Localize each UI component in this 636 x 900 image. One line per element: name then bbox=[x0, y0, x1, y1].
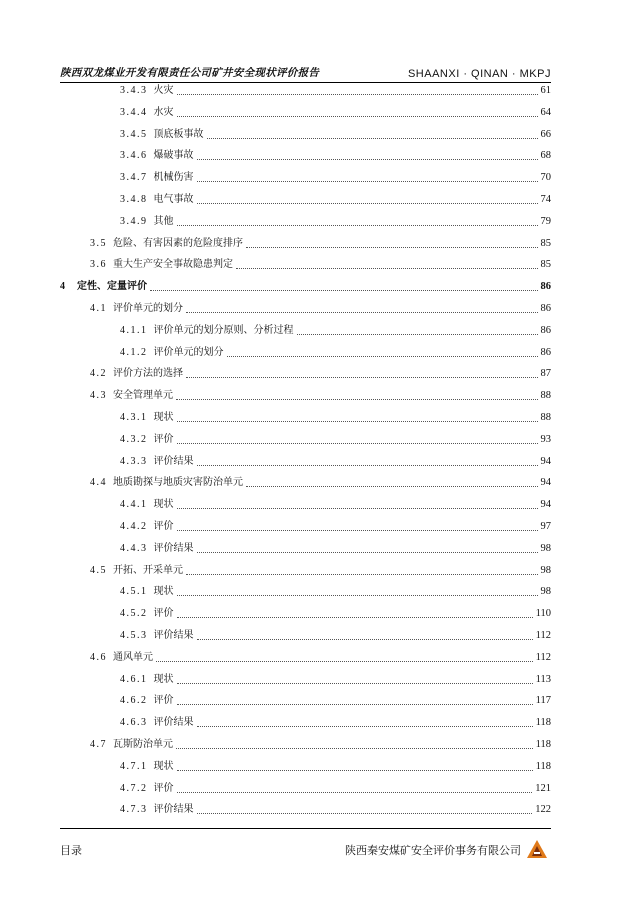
header-project-code: SHAANXI · QINAN · MKPJ bbox=[407, 68, 551, 80]
toc-entry-title: 现状 bbox=[153, 412, 174, 423]
toc-entry[interactable] bbox=[60, 627, 551, 643]
toc-entry-number: 4.3.1 bbox=[120, 412, 148, 423]
toc-entry-title: 现状 bbox=[153, 673, 174, 685]
toc-dot-leader bbox=[246, 247, 538, 248]
toc-entry-title: 水灾 bbox=[153, 106, 174, 118]
toc-entry-label bbox=[120, 84, 174, 98]
toc-dot-leader bbox=[177, 225, 538, 226]
toc-entry-label bbox=[120, 128, 204, 142]
toc-entry-title: 现状 bbox=[153, 586, 174, 598]
toc-entry-page: 117 bbox=[535, 695, 551, 707]
toc-entry-page: 121 bbox=[535, 782, 551, 794]
toc-entry-label bbox=[120, 716, 194, 730]
toc-entry-page: 97 bbox=[540, 521, 551, 532]
toc-entry-title: 现状 bbox=[153, 760, 174, 772]
toc-dot-leader bbox=[297, 334, 538, 335]
toc-entry[interactable] bbox=[60, 365, 551, 381]
toc-entry-number: 4.5 bbox=[90, 564, 107, 576]
toc-dot-leader bbox=[177, 530, 538, 531]
toc-entry-page: 88 bbox=[540, 390, 551, 402]
toc-entry-page: 118 bbox=[535, 717, 551, 729]
toc-entry-number: 4 bbox=[60, 281, 65, 293]
toc-dot-leader bbox=[186, 377, 538, 378]
toc-entry-page: 66 bbox=[540, 128, 551, 140]
toc-entry-number: 4.2 bbox=[90, 368, 107, 380]
toc-entry-label bbox=[120, 607, 174, 621]
footer-company-name: 陕西秦安煤矿安全评价事务有限公司 bbox=[345, 844, 521, 857]
toc-entry-title: 评价结果 bbox=[153, 804, 194, 816]
toc-entry[interactable] bbox=[60, 169, 551, 185]
toc-entry-title: 评价 bbox=[153, 782, 174, 794]
toc-entry-page: 88 bbox=[540, 412, 551, 423]
toc-entry[interactable] bbox=[60, 213, 551, 229]
toc-dot-leader bbox=[197, 552, 538, 553]
toc-entry[interactable] bbox=[60, 126, 551, 142]
company-logo-icon bbox=[526, 838, 548, 860]
toc-entry-number: 3.4.4 bbox=[120, 106, 148, 118]
toc-entry-label bbox=[120, 585, 174, 599]
toc-entry-title: 重大生产安全事故隐患判定 bbox=[113, 259, 233, 271]
toc-entry-number: 4.6.3 bbox=[120, 717, 148, 729]
toc-entry[interactable] bbox=[60, 409, 551, 425]
toc-dot-leader bbox=[176, 748, 533, 749]
toc-entry-title: 定性、定量评价 bbox=[77, 281, 147, 293]
toc-entry-page: 86 bbox=[540, 303, 551, 314]
toc-entry-title: 地质勘探与地质灾害防治单元 bbox=[113, 477, 243, 489]
toc-entry-number: 4.3.2 bbox=[120, 433, 148, 445]
toc-entry-page: 113 bbox=[535, 673, 551, 685]
toc-entry-label bbox=[120, 455, 194, 469]
toc-dot-leader bbox=[197, 639, 533, 640]
toc-entry-label bbox=[60, 280, 147, 294]
toc-entry-number: 4.5.3 bbox=[120, 630, 148, 641]
toc-entry-page: 85 bbox=[540, 259, 551, 271]
toc-dot-leader bbox=[177, 617, 533, 618]
toc-entry-number: 3.4.6 bbox=[120, 150, 148, 162]
toc-entry-number: 4.1 bbox=[90, 303, 107, 314]
toc-dot-leader bbox=[246, 486, 538, 487]
toc-entry[interactable] bbox=[60, 736, 551, 752]
toc-entry-number: 4.4.3 bbox=[120, 542, 148, 554]
toc-entry-title: 危险、有害因素的危险度排序 bbox=[113, 237, 243, 249]
toc-entry-title: 安全管理单元 bbox=[113, 390, 173, 402]
toc-dot-leader bbox=[177, 770, 533, 771]
toc-entry-number: 4.7 bbox=[90, 739, 107, 750]
toc-entry-label bbox=[120, 215, 174, 229]
toc-entry-label bbox=[90, 476, 243, 490]
toc-entry-title: 爆破事故 bbox=[153, 150, 194, 162]
toc-entry-page: 93 bbox=[540, 433, 551, 445]
toc-entry-page: 98 bbox=[540, 586, 551, 598]
toc-entry-page: 64 bbox=[540, 106, 551, 118]
toc-entry-number: 4.7.1 bbox=[120, 760, 148, 772]
toc-entry[interactable] bbox=[60, 278, 551, 294]
toc-entry[interactable] bbox=[60, 104, 551, 120]
toc-entry-title: 评价结果 bbox=[153, 455, 194, 467]
toc-entry-label bbox=[120, 673, 174, 687]
toc-entry-number: 4.7.3 bbox=[120, 804, 148, 816]
toc-entry[interactable] bbox=[60, 387, 551, 403]
toc-entry[interactable] bbox=[60, 801, 551, 817]
toc-dot-leader bbox=[207, 138, 538, 139]
toc-dot-leader bbox=[197, 726, 533, 727]
toc-entry-label bbox=[120, 498, 174, 512]
toc-entry-number: 4.1.2 bbox=[120, 346, 148, 358]
toc-dot-leader bbox=[197, 813, 533, 814]
toc-entry-number: 4.5.2 bbox=[120, 608, 148, 620]
toc-entry-number: 4.4 bbox=[90, 477, 107, 489]
toc-entry-label bbox=[90, 237, 243, 251]
toc-entry-number: 3.4.7 bbox=[120, 172, 148, 184]
toc-entry-page: 79 bbox=[540, 215, 551, 227]
toc-dot-leader bbox=[177, 116, 538, 117]
toc-entry-label bbox=[90, 367, 183, 381]
toc-entry-page: 87 bbox=[540, 368, 551, 380]
toc-entry-label bbox=[120, 171, 194, 185]
toc-dot-leader bbox=[186, 312, 538, 313]
toc-entry-page: 86 bbox=[540, 324, 551, 336]
toc-entry-number: 4.3.3 bbox=[120, 455, 148, 467]
toc-dot-leader bbox=[197, 181, 538, 182]
toc-entry-title: 评价 bbox=[153, 695, 174, 707]
toc-entry-title: 电气事故 bbox=[153, 194, 194, 205]
toc-entry[interactable] bbox=[60, 692, 551, 708]
toc-entry-page: 85 bbox=[540, 237, 551, 249]
toc-dot-leader bbox=[236, 268, 538, 269]
toc-entry-number: 4.4.2 bbox=[120, 521, 148, 532]
toc-entry-title: 评价方法的选择 bbox=[113, 368, 183, 380]
page-header bbox=[60, 60, 551, 83]
toc-entry-page: 86 bbox=[540, 281, 551, 293]
toc-entry-page: 94 bbox=[540, 499, 551, 511]
toc-entry-number: 4.4.1 bbox=[120, 499, 148, 511]
toc-dot-leader bbox=[177, 704, 533, 705]
toc-entry-number: 3.4.3 bbox=[120, 85, 148, 96]
toc-entry-label bbox=[90, 389, 173, 403]
toc-entry-label bbox=[120, 520, 174, 534]
toc-entry-number: 4.6.1 bbox=[120, 673, 148, 685]
toc-dot-leader bbox=[177, 94, 538, 95]
toc-entry-label bbox=[120, 760, 174, 774]
toc-entry-label bbox=[120, 803, 194, 817]
header-company-title: 陕西双龙煤业开发有限责任公司矿井安全现状评价报告 bbox=[60, 67, 320, 79]
toc-dot-leader bbox=[177, 508, 538, 509]
toc-entry-page: 112 bbox=[535, 651, 551, 663]
toc-entry-label bbox=[120, 106, 174, 120]
page-footer bbox=[60, 840, 551, 860]
toc-dot-leader bbox=[197, 159, 538, 160]
toc-entry-title: 现状 bbox=[153, 499, 174, 511]
footer-section-label: 目录 bbox=[60, 844, 82, 857]
toc-entry-title: 评价单元的划分 bbox=[153, 346, 224, 358]
toc-dot-leader bbox=[177, 421, 538, 422]
toc-entry-label bbox=[90, 738, 173, 752]
toc-entry-title: 评价 bbox=[153, 608, 174, 620]
toc-entry-number: 3.4.5 bbox=[120, 128, 148, 140]
toc-entry[interactable] bbox=[60, 147, 551, 163]
toc-entry-page: 118 bbox=[535, 739, 551, 750]
toc-entry[interactable] bbox=[60, 583, 551, 599]
toc-entry-page: 98 bbox=[540, 564, 551, 576]
toc-entry[interactable] bbox=[60, 431, 551, 447]
toc-entry-label bbox=[120, 193, 194, 207]
toc-entry[interactable] bbox=[60, 649, 551, 665]
toc-entry-page: 118 bbox=[535, 760, 551, 772]
toc-entry-label bbox=[90, 564, 183, 578]
toc-entry[interactable] bbox=[60, 714, 551, 730]
toc-entry[interactable] bbox=[60, 191, 551, 207]
toc-entry-label bbox=[120, 629, 194, 643]
toc-entry[interactable] bbox=[60, 758, 551, 774]
toc-entry[interactable] bbox=[60, 671, 551, 687]
toc-entry[interactable] bbox=[60, 496, 551, 512]
toc-dot-leader bbox=[177, 595, 538, 596]
toc-dot-leader bbox=[186, 574, 538, 575]
toc-dot-leader bbox=[197, 203, 538, 204]
toc-entry-page: 122 bbox=[535, 804, 551, 816]
toc-entry-title: 评价结果 bbox=[153, 542, 194, 554]
toc-entry-number: 4.7.2 bbox=[120, 782, 148, 794]
toc-entry-page: 94 bbox=[540, 455, 551, 467]
toc-entry-title: 通风单元 bbox=[113, 651, 153, 663]
toc-dot-leader bbox=[227, 356, 538, 357]
toc-entry-label bbox=[120, 433, 174, 447]
toc-dot-leader bbox=[177, 683, 533, 684]
toc-entry-title: 火灾 bbox=[153, 85, 174, 96]
toc-entry[interactable] bbox=[60, 300, 551, 316]
toc-entry-title: 其他 bbox=[153, 215, 174, 227]
toc-entry-page: 112 bbox=[535, 630, 551, 641]
toc-entry-title: 机械伤害 bbox=[153, 172, 194, 184]
toc-dot-leader bbox=[156, 661, 533, 662]
toc-entry-title: 评价单元的划分 bbox=[113, 303, 183, 314]
toc-entry-label bbox=[120, 782, 174, 796]
footer-divider bbox=[60, 828, 551, 829]
toc-entry-page: 74 bbox=[540, 194, 551, 205]
toc-entry-number: 4.3 bbox=[90, 390, 107, 402]
toc-entry[interactable] bbox=[60, 82, 551, 98]
toc-entry-title: 评价结果 bbox=[153, 630, 194, 641]
toc-entry[interactable] bbox=[60, 344, 551, 360]
toc-entry-title: 评价 bbox=[153, 521, 174, 532]
toc-entry-number: 3.6 bbox=[90, 259, 107, 271]
toc-entry-title: 评价结果 bbox=[153, 717, 194, 729]
toc-entry-page: 61 bbox=[540, 85, 551, 96]
toc-entry-label bbox=[120, 324, 294, 338]
toc-entry-page: 70 bbox=[540, 172, 551, 184]
toc-entry-label bbox=[120, 694, 174, 708]
toc-entry[interactable] bbox=[60, 780, 551, 796]
toc-dot-leader bbox=[150, 290, 538, 291]
toc-entry-label bbox=[90, 258, 233, 272]
toc-entry[interactable] bbox=[60, 540, 551, 556]
toc-dot-leader bbox=[197, 465, 538, 466]
toc-entry-title: 顶底板事故 bbox=[153, 128, 204, 140]
toc-entry-page: 68 bbox=[540, 150, 551, 162]
toc-entry-title: 开拓、开采单元 bbox=[113, 564, 183, 576]
toc-entry-label bbox=[90, 302, 183, 316]
toc-entry-label bbox=[120, 411, 174, 425]
toc-entry[interactable] bbox=[60, 235, 551, 251]
toc-entry-label bbox=[120, 542, 194, 556]
toc-entry-page: 86 bbox=[540, 346, 551, 358]
toc-entry-number: 4.1.1 bbox=[120, 324, 148, 336]
toc-entry-number: 4.6 bbox=[90, 651, 107, 663]
toc-entry[interactable] bbox=[60, 562, 551, 578]
toc-dot-leader bbox=[176, 399, 538, 400]
toc-entry-label bbox=[120, 346, 224, 360]
toc-entry[interactable] bbox=[60, 453, 551, 469]
toc-entry-page: 94 bbox=[540, 477, 551, 489]
toc-dot-leader bbox=[177, 792, 533, 793]
toc-entry[interactable] bbox=[60, 518, 551, 534]
toc-entry-number: 3.5 bbox=[90, 237, 107, 249]
toc-entry-label bbox=[90, 651, 153, 665]
toc-entry-number: 4.6.2 bbox=[120, 695, 148, 707]
toc-entry-title: 评价单元的划分原则、分析过程 bbox=[153, 324, 294, 336]
toc-entry[interactable] bbox=[60, 474, 551, 490]
toc-entry-label bbox=[120, 149, 194, 163]
toc-entry-number: 3.4.8 bbox=[120, 194, 148, 205]
toc-entry-page: 98 bbox=[540, 542, 551, 554]
toc-entry-title: 评价 bbox=[153, 433, 174, 445]
toc-entry[interactable] bbox=[60, 322, 551, 338]
toc-entry-number: 3.4.9 bbox=[120, 215, 148, 227]
toc-entry-page: 110 bbox=[535, 608, 551, 620]
toc-entry-number: 4.5.1 bbox=[120, 586, 148, 598]
toc-dot-leader bbox=[177, 443, 538, 444]
toc-entry[interactable] bbox=[60, 256, 551, 272]
toc-entry[interactable] bbox=[60, 605, 551, 621]
toc-entry-title: 瓦斯防治单元 bbox=[113, 739, 173, 750]
